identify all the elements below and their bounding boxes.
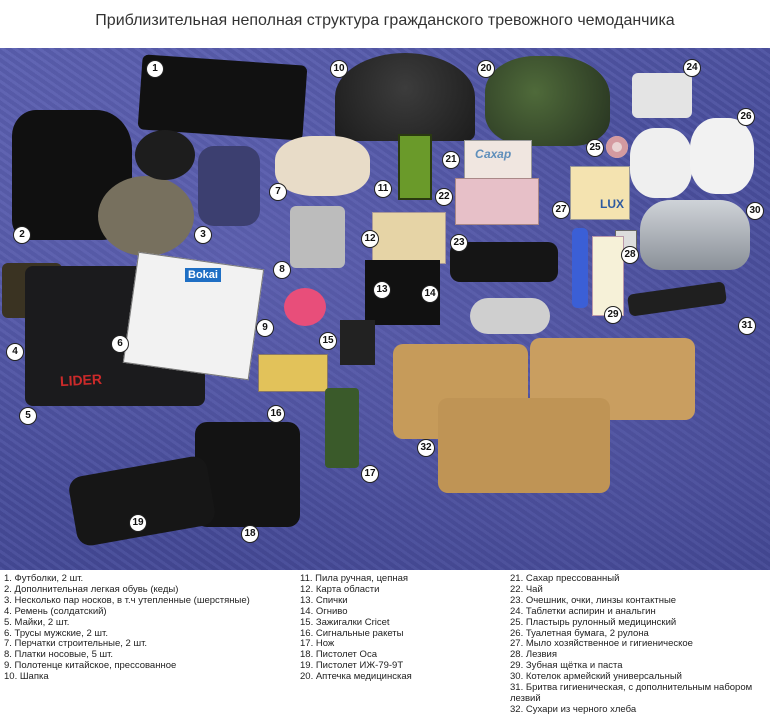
legend-item: 29. Зубная щётка и паста	[510, 660, 623, 672]
legend-item: 32. Сухари из черного хлеба	[510, 703, 637, 715]
signal-flares	[258, 354, 328, 392]
legend-item: 28. Лезвия	[510, 649, 558, 661]
marker-16: 16	[268, 406, 284, 422]
legend-column-3	[510, 574, 760, 716]
marker-28: 28	[622, 247, 638, 263]
legend-item: 24. Таблетки аспирин и анальгин	[510, 605, 656, 617]
marker-12: 12	[362, 231, 378, 247]
pistol-izh	[67, 454, 217, 547]
tea-box	[455, 178, 539, 225]
marker-11: 11	[375, 181, 391, 197]
marker-22: 22	[436, 189, 452, 205]
toothbrush	[572, 228, 588, 308]
legend-column-2	[300, 574, 412, 683]
marker-18: 18	[242, 526, 258, 542]
marker-2: 2	[14, 227, 30, 243]
legend-item: 7. Перчатки строительные, 2 шт.	[4, 638, 148, 650]
legend-item: 2. Дополнительная легкая обувь (кеды)	[4, 583, 179, 595]
tape-roll	[606, 136, 628, 158]
marker-21: 21	[443, 152, 459, 168]
legend-item: 22. Чай	[510, 583, 543, 595]
soap	[570, 166, 630, 220]
legend-item: 15. Зажигалки Cricet	[300, 616, 390, 628]
sugar-label: Сахар	[475, 147, 512, 161]
legend-item: 25. Пластырь рулонный медицинский	[510, 616, 677, 628]
marker-3: 3	[195, 227, 211, 243]
marker-1: 1	[147, 61, 163, 77]
legend-item: 5. Майки, 2 шт.	[4, 616, 70, 628]
map	[372, 212, 446, 264]
legend-item: 12. Карта области	[300, 583, 380, 595]
legend-item: 1. Футболки, 2 шт.	[4, 573, 84, 584]
marker-32: 32	[418, 440, 434, 456]
marker-17: 17	[362, 466, 378, 482]
marker-5: 5	[20, 408, 36, 424]
marker-6: 6	[112, 336, 128, 352]
marker-10: 10	[331, 61, 347, 77]
marker-19: 19	[130, 515, 146, 531]
legend-item: 11. Пила ручная, цепная	[300, 573, 409, 584]
tshirts	[138, 54, 308, 140]
sock-bundle-1	[98, 176, 194, 256]
contact-lenses	[470, 298, 550, 334]
marker-4: 4	[7, 344, 23, 360]
marker-7: 7	[270, 184, 286, 200]
hat	[335, 53, 475, 141]
rusks-bag-3	[438, 398, 610, 493]
toilet-paper-stack	[632, 73, 692, 118]
first-aid-kit	[485, 56, 610, 146]
legend-item: 3. Несколько пар носков, в т.ч утепленные (шерстяные)	[4, 594, 250, 606]
legend-item: 26. Туалетная бумага, 2 рулона	[510, 627, 649, 639]
legend-column-1	[4, 574, 250, 683]
lider-label: LIDER	[59, 370, 103, 390]
sock-bundle-2	[135, 130, 195, 180]
inventory-photo	[0, 48, 770, 570]
toilet-paper-2	[690, 118, 754, 194]
glasses-case	[450, 242, 558, 282]
gloves	[275, 136, 370, 196]
razor	[627, 281, 727, 316]
marker-8: 8	[274, 262, 290, 278]
handkerchiefs	[290, 206, 345, 268]
marker-23: 23	[451, 235, 467, 251]
marker-27: 27	[553, 202, 569, 218]
marker-13: 13	[374, 282, 390, 298]
pot	[640, 200, 750, 270]
legend-item: 6. Трусы мужские, 2 шт.	[4, 627, 108, 639]
knife	[325, 388, 359, 468]
toothpaste	[592, 236, 624, 316]
marker-31: 31	[739, 318, 755, 334]
marker-24: 24	[684, 60, 700, 76]
marker-20: 20	[478, 61, 494, 77]
legend-item: 31. Бритва гигиеническая, с дополнительным набором лезвий	[510, 682, 753, 704]
legend-item: 14. Огниво	[300, 605, 348, 617]
legend-item: 19. Пистолет ИЖ-79-9Т	[300, 660, 404, 672]
legend-item: 17. Нож	[300, 638, 335, 650]
marker-9: 9	[257, 320, 273, 336]
saw	[398, 134, 432, 200]
legend-item: 9. Полотенце китайское, прессованное	[4, 660, 177, 672]
legend-item: 13. Спички	[300, 594, 348, 606]
marker-26: 26	[738, 109, 754, 125]
towel	[284, 288, 326, 326]
marker-15: 15	[320, 333, 336, 349]
marker-25: 25	[587, 140, 603, 156]
sock-bundle-3	[198, 146, 260, 226]
lux-label: LUX	[600, 197, 624, 211]
legend-item: 16. Сигнальные ракеты	[300, 627, 404, 639]
bokai-label: Bokai	[185, 268, 221, 282]
marker-14: 14	[422, 286, 438, 302]
marker-30: 30	[747, 203, 763, 219]
legend-item: 21. Сахар прессованный	[510, 573, 620, 584]
legend-item: 30. Котелок армейский универсальный	[510, 671, 682, 683]
marker-29: 29	[605, 307, 621, 323]
legend-item: 10. Шапка	[4, 671, 49, 683]
legend-item: 18. Пистолет Оса	[300, 649, 377, 661]
lighters	[340, 320, 375, 365]
legend-item: 23. Очешник, очки, линзы контактные	[510, 594, 677, 606]
legend-item: 27. Мыло хозяйственное и гигиеническое	[510, 638, 693, 650]
page-title: Приблизительная неполная структура гражданского тревожного чемоданчика	[95, 12, 675, 29]
legend-item: 8. Платки носовые, 5 шт.	[4, 649, 114, 661]
toilet-paper-1	[630, 128, 692, 198]
legend-item: 20. Аптечка медицинская	[300, 671, 412, 683]
legend-item: 4. Ремень (солдатский)	[4, 605, 107, 617]
